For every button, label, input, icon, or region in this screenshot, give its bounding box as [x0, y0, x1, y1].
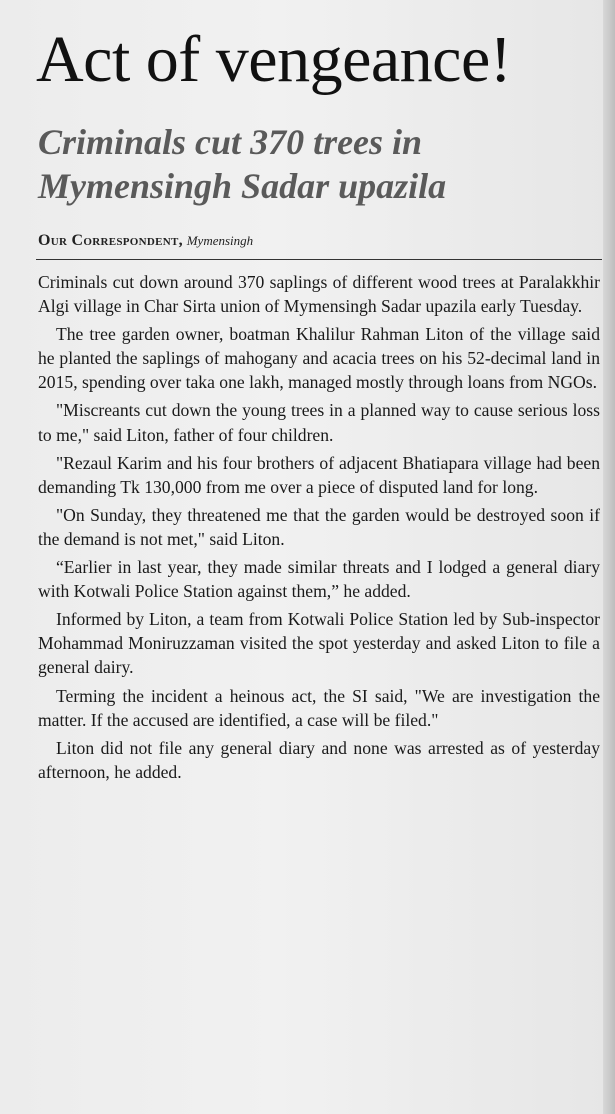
paragraph: Liton did not file any general diary and none was arrested as of yesterday afternoon, he added. [38, 737, 600, 782]
paragraph: "Miscreants cut down the young trees in a planned way to cause serious loss to me," said Liton, father of four children. [38, 400, 600, 445]
paragraph: “Earlier in last year, they made similar threats and I lodged a general diary with Kotwali Police Station against them,” he added. [38, 557, 600, 602]
paragraph: Terming the incident a heinous act, the SI said, "We are investigation the matter. If the accused are identified, a case will be filed." [38, 685, 600, 730]
paragraph: "On Sunday, they threatened me that the garden would be destroyed soon if the demand is not met," said Liton. [38, 504, 600, 549]
byline-location: Mymensingh [186, 233, 254, 248]
page-edge-shadow [603, 0, 615, 1114]
subheadline: Criminals cut 370 trees in Mymensingh Sadar upazila [38, 122, 447, 206]
byline-author: Our Correspondent, [38, 232, 183, 249]
article-body [38, 270, 600, 788]
byline [38, 232, 253, 250]
paragraph: Criminals cut down around 370 saplings of different wood trees at Paralakkhir Algi village in Char Sirta union of Mymensingh Sadar upazila early Tuesday. [38, 272, 600, 317]
byline-divider [36, 259, 602, 260]
paragraph: The tree garden owner, boatman Khalilur Rahman Liton of the village said he planted the saplings of mahogany and acacia trees on his 52-decimal land in 2015, spending over taka one lakh, managed mostly through loans from NGOs. [38, 324, 600, 393]
paragraph: "Rezaul Karim and his four brothers of adjacent Bhatiapara village had been demanding Tk 130,000 from me over a piece of disputed land for long. [38, 452, 600, 497]
paragraph: Informed by Liton, a team from Kotwali Police Station led by Sub-inspector Mohammad Moniruzzaman visited the spot yesterday and asked Liton to file a general dairy. [38, 609, 600, 678]
headline: Act of vengeance! [36, 23, 512, 96]
